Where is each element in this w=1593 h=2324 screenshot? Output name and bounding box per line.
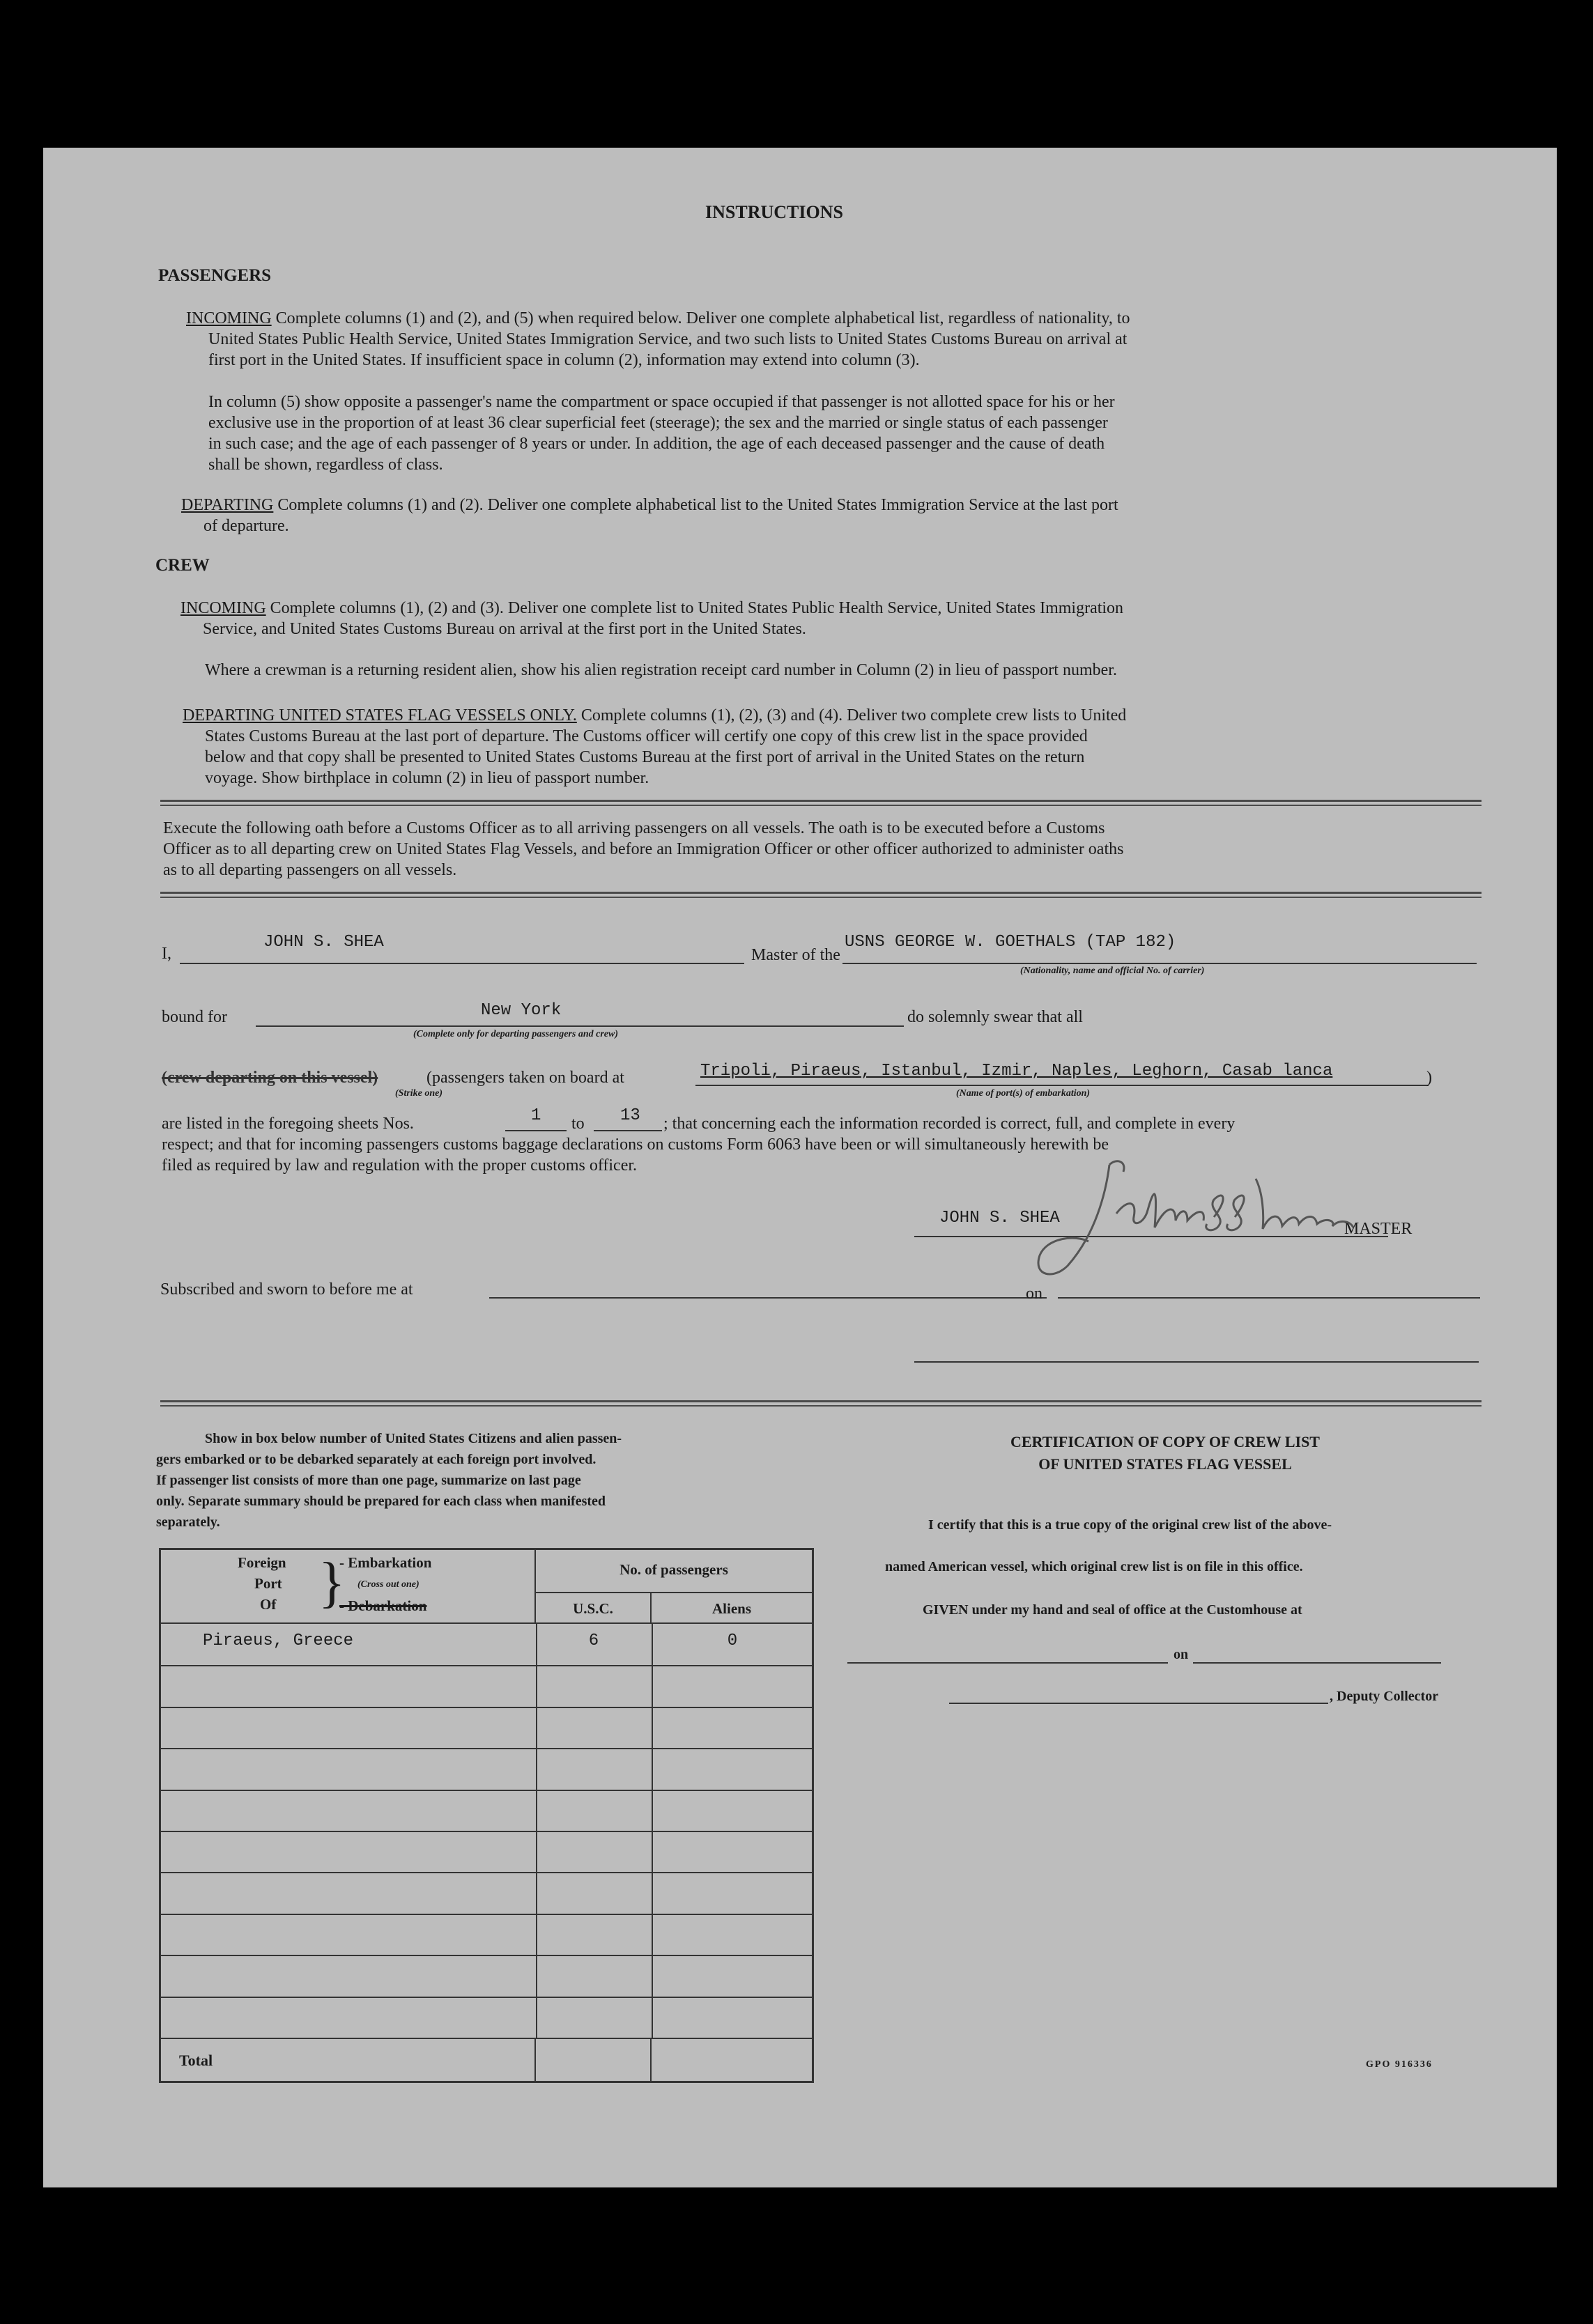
usc-cell[interactable] [536,1749,650,1790]
vessel-field[interactable] [842,963,1477,964]
aliens-header [652,1593,812,1624]
instructions-title: INSTRUCTIONS [705,202,843,222]
passengers-incoming-text: Complete columns (1) and (2), and (5) when required below. Deliver one complete alphabetical list, regardless of nationality, to [275,309,1130,327]
port-label: Port [254,1575,282,1592]
usc-cell[interactable] [536,1998,650,2039]
given-text: GIVEN under my hand and seal of office at the Customhouse at [923,1602,1302,1618]
vessel-value: USNS GEORGE W. GOETHALS (TAP 182) [845,933,1176,952]
port-cell[interactable] [161,1791,534,1832]
summary-note-line: gers embarked or to be debarked separately at each foreign port involved. [156,1452,597,1467]
port-cell[interactable]: Piraeus, Greece [203,1632,354,1650]
crew-heading: CREW [155,556,210,575]
summary-note-line: Show in box below number of United States Citizens and alien passen- [205,1431,622,1446]
usc-cell[interactable] [536,1791,650,1832]
of-label: Of [260,1596,277,1613]
port-cell[interactable] [161,1873,534,1914]
cert-date-field[interactable] [1193,1662,1441,1664]
column5-text: in such case; and the age of each passenger of 8 years or under. In addition, the age of each deceased passenger and the cause of death [208,435,1105,453]
divider [160,1400,1482,1402]
sheet-from-field[interactable] [505,1130,567,1131]
embarkation-label: - Embarkation [339,1554,432,1571]
passengers-incoming-text: first port in the United States. If insufficient space in column (2), information may extend into column (3). [208,351,920,369]
aliens-cell[interactable] [652,1666,812,1707]
master-label: MASTER [1344,1220,1413,1238]
oath-intro-line: Execute the following oath before a Customs Officer as to all arriving passengers on all vessels. The oath is to be executed before a Customs [163,819,1105,837]
ports-value: Tripoli, Piraeus, Istanbul, Izmir, Naples, Leghorn, Casab lanca [700,1062,1333,1080]
passengers-taken-label: (passengers taken on board at [426,1069,624,1087]
ports-caption: (Name of port(s) of embarkation) [956,1088,1091,1099]
table-row [161,1914,812,1956]
column5-text: shall be shown, regardless of class. [208,456,443,474]
bound-caption: (Complete only for departing passengers and crew) [413,1029,618,1039]
foreign-label: Foreign [238,1554,286,1571]
master-name-field[interactable] [180,963,744,964]
usc-header [536,1593,652,1624]
subscribed-on-label: on [1026,1285,1042,1303]
signed-name: JOHN S. SHEA [939,1209,1060,1227]
summary-note-line: separately. [156,1515,220,1530]
gpo-number: GPO 916336 [1366,2059,1433,2070]
strike-caption: (Strike one) [395,1088,443,1099]
aliens-cell[interactable] [652,1791,812,1832]
usc-cell[interactable] [536,1956,650,1997]
crew-incoming-text: Service, and United States Customs Bureau on arrival at the first port in the United States. [203,620,806,638]
i-label: I, [162,945,171,963]
divider [160,892,1482,894]
aliens-cell[interactable] [652,1915,812,1956]
subscribed-label: Subscribed and sworn to before me at [160,1280,413,1299]
passengers-incoming-text: United States Public Health Service, United States Immigration Service, and two such lists to United States Customs Bureau on arrival at [208,330,1128,348]
crew-departing-struck: (crew departing on this vessel) [162,1069,378,1087]
deputy-collector-field[interactable] [949,1703,1328,1704]
to-label: to [571,1115,585,1133]
bound-for-label: bound for [162,1008,227,1026]
aliens-cell[interactable] [652,1749,812,1790]
table-row [161,1624,812,1665]
table-row [161,1748,812,1790]
total-label: Total [179,2052,213,2069]
port-cell[interactable] [161,1998,534,2039]
customhouse-field[interactable] [847,1662,1168,1664]
aliens-cell[interactable] [652,1832,812,1873]
port-cell[interactable] [161,1956,534,1997]
bound-for-value: New York [481,1001,562,1020]
port-cell[interactable] [161,1749,534,1790]
aliens-cell[interactable] [652,1956,812,1997]
crew-resident-text: Where a crewman is a returning resident alien, show his alien registration receipt card number in Column (2) in lieu of passport number. [205,661,1117,679]
passengers-incoming-paragraph [186,308,1510,371]
master-name-value: JOHN S. SHEA [263,933,384,952]
aliens-cell[interactable] [652,1998,812,2039]
certification-title-line: CERTIFICATION OF COPY OF CREW LIST [1010,1433,1320,1450]
port-header-cell [161,1550,536,1624]
port-cell[interactable] [161,1708,534,1749]
crew-incoming-text: Complete columns (1), (2) and (3). Deliver one complete list to United States Public Health Service, United States Immigration [270,599,1124,617]
passengers-heading: PASSENGERS [158,266,272,285]
aliens-cell[interactable] [652,1873,812,1914]
officer-signature-field[interactable] [914,1361,1479,1363]
oath-intro-line: as to all departing passengers on all vessels. [163,861,457,879]
no-passengers-label: No. of passengers [620,1561,728,1578]
crew-departing-text: below and that copy shall be presented to United States Customs Bureau at the first port of arrival in the United States on the return [205,748,1085,766]
certification-title [872,1431,1458,1475]
column-divider [534,2039,536,2082]
sheet-to-field[interactable] [594,1130,662,1131]
subscribed-place-field[interactable] [489,1297,1047,1299]
passengers-departing-paragraph [181,495,1512,536]
certify-text: named American vessel, which original crew list is on file in this office. [885,1559,1303,1574]
usc-cell[interactable]: 6 [536,1624,650,1665]
passengers-incoming-label: INCOMING [186,309,272,327]
swear-label: do solemnly swear that all [907,1008,1083,1026]
usc-cell[interactable] [536,1832,650,1873]
close-paren: ) [1426,1069,1432,1087]
divider [160,800,1482,802]
column5-text: exclusive use in the proportion of at least 36 clear superficial feet (steerage); the sex and the married or single status of each passenger [208,414,1108,432]
crew-departing-paragraph [183,705,1514,789]
statement: filed as required by law and regulation with the proper customs officer. [162,1156,638,1175]
total-row [161,2038,812,2082]
passengers-departing-text: of departure. [203,517,289,535]
listed-label: are listed in the foregoing sheets Nos. [162,1115,414,1133]
handwritten-signature [1005,1151,1381,1290]
aliens-label: Aliens [711,1600,751,1617]
statement: ; that concerning each the information recorded is correct, full, and complete in every [663,1115,1236,1133]
form-sheet [43,148,1557,2187]
table-row [161,1872,812,1914]
port-cell[interactable] [161,1666,534,1707]
usc-cell[interactable] [536,1915,650,1956]
aliens-cell[interactable] [652,1708,812,1749]
no-passengers-header [536,1550,812,1593]
sheet-to-value: 13 [620,1106,640,1125]
table-row [161,1955,812,1997]
usc-label: U.S.C. [573,1600,613,1617]
passenger-summary-table [159,1548,814,2083]
bound-for-field[interactable] [256,1025,904,1027]
crew-incoming-paragraph [180,598,1511,640]
port-cell[interactable] [161,1915,534,1956]
brace-icon: } [318,1552,346,1613]
summary-note-line: If passenger list consists of more than one page, summarize on last page [156,1473,581,1488]
summary-note-line: only. Separate summary should be prepared for each class when manifested [156,1494,606,1509]
crew-departing-text: voyage. Show birthplace in column (2) in lieu of passport number. [205,769,649,787]
table-row [161,1997,812,2039]
usc-cell[interactable] [536,1708,650,1749]
usc-cell[interactable] [536,1873,650,1914]
passengers-departing-label: DEPARTING [181,496,274,514]
certify-text: I certify that this is a true copy of the original crew list of the above- [928,1517,1332,1533]
aliens-cell[interactable]: 0 [652,1624,812,1665]
crew-incoming-label: INCOMING [180,599,266,617]
oath-intro [163,818,1501,881]
usc-cell[interactable] [536,1666,650,1707]
column5-text: In column (5) show opposite a passenger's name the compartment or space occupied if that passenger is not allotted space for his or her [208,393,1115,411]
crew-departing-text: Complete columns (1), (2), (3) and (4). Deliver two complete crew lists to United [580,706,1127,725]
ports-field[interactable] [695,1085,1429,1086]
debarkation-label: - Debarkation [339,1597,427,1614]
crew-departing-label: DEPARTING UNITED STATES FLAG VESSELS ONLY. [183,706,577,725]
deputy-collector-label: , Deputy Collector [1330,1689,1439,1704]
cross-out-caption: (Cross out one) [357,1579,420,1590]
column-divider [650,2039,652,2082]
master-of-label: Master of the [751,946,840,964]
crew-departing-text: States Customs Bureau at the last port of departure. The Customs officer will certify one copy of this crew list in the space provided [205,727,1088,745]
passengers-departing-text: Complete columns (1) and (2). Deliver one complete alphabetical list to the United States Immigration Service at the last port [277,496,1118,514]
vessel-caption: (Nationality, name and official No. of carrier) [1020,966,1205,976]
statement: respect; and that for incoming passengers customs baggage declarations on customs Form 6063 have been or will simultaneously herewith be [162,1136,1109,1154]
table-row [161,1790,812,1832]
port-cell[interactable] [161,1832,534,1873]
table-row [161,1665,812,1707]
cert-on-label: on [1173,1647,1189,1662]
column5-paragraph [208,392,1518,475]
subscribed-date-field[interactable] [1058,1297,1480,1299]
sheet-from-value: 1 [531,1106,541,1125]
table-row [161,1831,812,1873]
certification-title-line: OF UNITED STATES FLAG VESSEL [1038,1455,1292,1473]
oath-intro-line: Officer as to all departing crew on United States Flag Vessels, and before an Immigration Officer or other officer authorized to administer oaths [163,840,1124,858]
table-row [161,1707,812,1749]
summary-note [156,1428,825,1533]
